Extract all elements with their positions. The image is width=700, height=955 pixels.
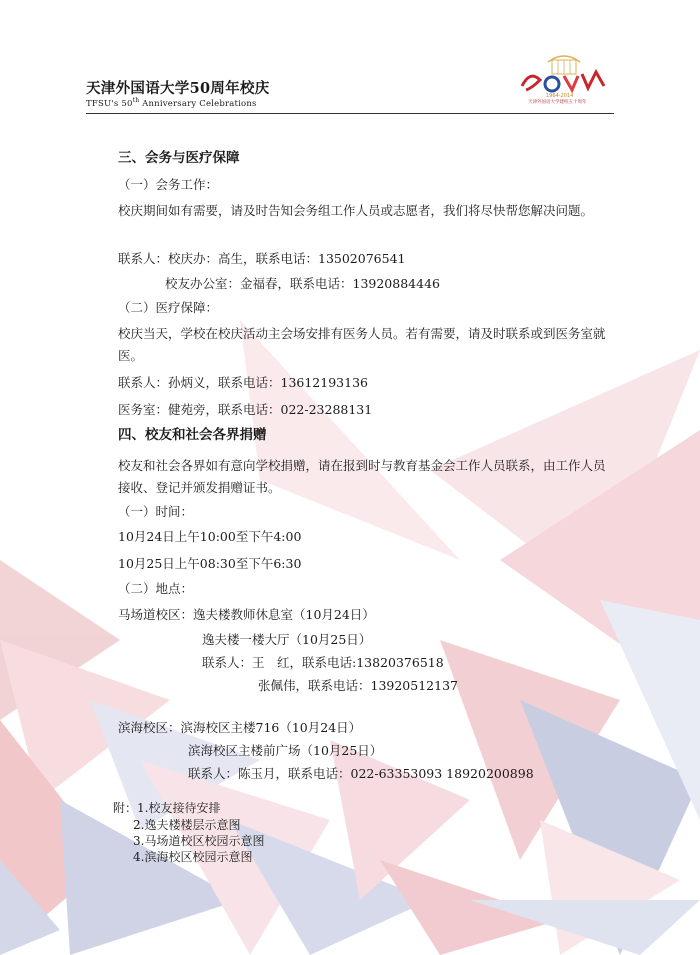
section-3-heading: 三、会务与医疗保障 <box>118 150 240 166</box>
section-4-paragraph: 校友和社会各界如有意向学校捐赠，请在报到时与教育基金会工作人员联系，由工作人员接收、登记并颁发捐赠证书。 <box>118 458 606 495</box>
machangdao-location-1: 马场道校区：逸夫楼教师休息室（10月24日） <box>118 607 375 622</box>
attachment-item-2: 2.逸夫楼楼层示意图 <box>133 818 241 832</box>
machangdao-contact-2: 张佩伟，联系电话：13920512137 <box>258 678 458 693</box>
binhai-location-2: 滨海校区主楼前广场（10月25日） <box>188 743 383 758</box>
section-3-contact-2: 校友办公室：金福春，联系电话：13920884446 <box>165 276 440 291</box>
section-4-sub-2: （二）地点： <box>118 581 194 596</box>
header-title-en: TFSU's 50th Anniversary Celebrations <box>86 97 257 109</box>
section-3-contact-1: 联系人：校庆办：高生，联系电话：13502076541 <box>118 251 406 266</box>
header-title-cn: 天津外国语大学50周年校庆 <box>86 80 270 97</box>
section-4-time-1: 10月24日上午10:00至下午4:00 <box>118 529 302 544</box>
section-4-time-2: 10月25日上午08:30至下午6:30 <box>118 556 302 571</box>
section-3-contact-4: 医务室：健苑旁，联系电话：022-23288131 <box>118 402 373 417</box>
section-3-sub-1: （一）会务工作： <box>118 177 219 192</box>
binhai-contact: 联系人：陈玉月，联系电话：022-63353093 18920200898 <box>188 766 534 781</box>
section-3-sub-2: （二）医疗保障： <box>118 300 219 315</box>
machangdao-location-2: 逸夫楼一楼大厅（10月25日） <box>202 632 372 647</box>
svg-text:天津外国语大学建校五十周年: 天津外国语大学建校五十周年 <box>528 100 587 105</box>
machangdao-contact-1: 联系人：王 红，联系电话:13820376518 <box>202 655 444 670</box>
section-3-paragraph-1: 校庆期间如有需要，请及时告知会务组工作人员或志愿者，我们将尽快帮您解决问题。 <box>118 203 594 218</box>
svg-text:1964-2014: 1964-2014 <box>546 93 574 99</box>
header-divider <box>86 113 614 114</box>
attachment-item-3: 3.马场道校区校园示意图 <box>133 834 265 848</box>
attachment-item-1: 附：1.校友接待安排 <box>113 801 221 815</box>
section-4-sub-1: （一）时间： <box>118 504 194 519</box>
anniversary-logo-icon <box>518 50 610 106</box>
binhai-location-1: 滨海校区：滨海校区主楼716（10月24日） <box>118 720 362 735</box>
attachment-item-4: 4.滨海校区校园示意图 <box>133 850 253 864</box>
section-4-heading: 四、校友和社会各界捐赠 <box>118 427 267 443</box>
section-3-contact-3: 联系人：孙炳义，联系电话：13612193136 <box>118 375 368 390</box>
section-3-paragraph-2: 校庆当天，学校在校庆活动主会场安排有医务人员。若有需要，请及时联系或到医务室就医。 <box>118 326 606 363</box>
